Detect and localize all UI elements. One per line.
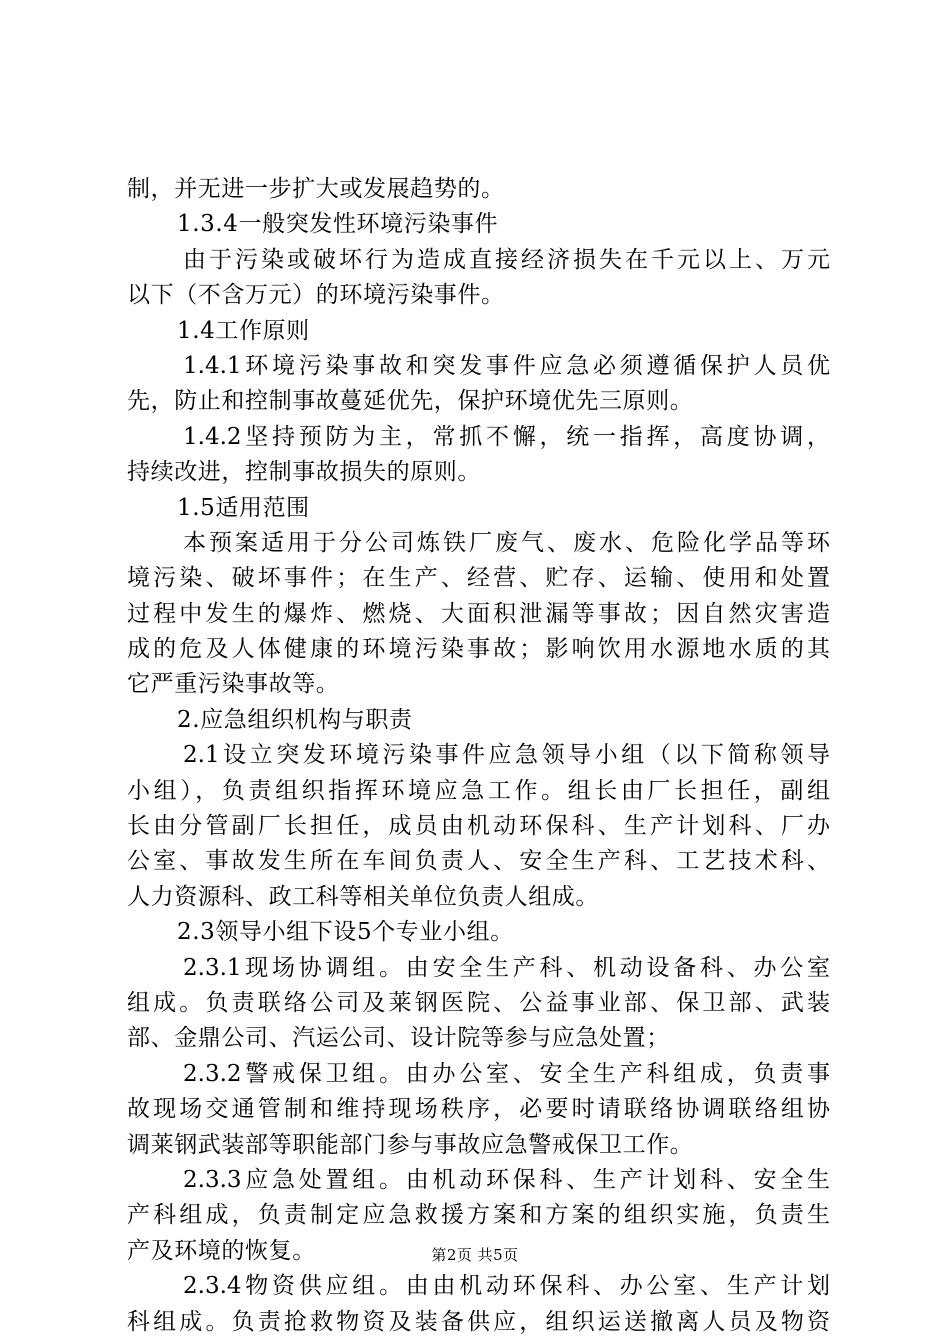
text-line: 2.3.2警戒保卫组。由办公室、安全生产科组成，负责事 <box>183 1060 830 1087</box>
text-line: 科组成。负责抢救物资及装备供应，组织运送撤离人员及物资 <box>127 1308 830 1335</box>
text-line: 持续改进，控制事故损失的原则。 <box>127 459 481 486</box>
section-heading: 1.4工作原则 <box>177 317 310 344</box>
text-line: 成的危及人体健康的环境污染事故；影响饮用水源地水质的其 <box>127 636 830 663</box>
text-line: 2.1设立突发环境污染事件应急领导小组（以下简称领导 <box>183 742 830 769</box>
text-line: 小组），负责组织指挥环境应急工作。组长由厂长担任，副组 <box>127 777 830 804</box>
text-line: 先，防止和控制事故蔓延优先，保护环境优先三原则。 <box>127 388 694 415</box>
text-line: 2.3.4物资供应组。由由机动环保科、办公室、生产计划 <box>183 1273 830 1300</box>
text-line: 2.3.1现场协调组。由安全生产科、机动设备科、办公室 <box>183 954 830 981</box>
text-line: 部、金鼎公司、汽运公司、设计院等参与应急处置； <box>127 1025 670 1052</box>
text-line: 1.4.1环境污染事故和突发事件应急必须遵循保护人员优 <box>183 352 830 379</box>
text-line: 2.3.3应急处置组。由机动环保科、生产计划科、安全生 <box>183 1166 830 1193</box>
section-heading: 2.3领导小组下设5个专业小组。 <box>177 919 514 946</box>
text-line: 制，并无进一步扩大或发展趋势的。 <box>127 176 505 202</box>
text-line: 长由分管副厂长担任，成员由机动环保科、生产计划科、厂办 <box>127 813 830 840</box>
text-line: 产及环境的恢复。 <box>127 1237 316 1264</box>
text-line: 人力资源科、政工科等相关单位负责人组成。 <box>127 883 599 910</box>
text-line: 1.4.2坚持预防为主，常抓不懈，统一指挥，高度协调， <box>183 423 830 450</box>
document-body <box>127 172 830 1340</box>
text-line: 组成。负责联络公司及莱钢医院、公益事业部、保卫部、武装 <box>127 989 830 1016</box>
text-line: 故现场交通管制和维持现场秩序，必要时请联络协调联络组协 <box>127 1096 830 1123</box>
text-line: 过程中发生的爆炸、燃烧、大面积泄漏等事故；因自然灾害造 <box>127 600 830 627</box>
text-line: 境污染、破坏事件；在生产、经营、贮存、运输、使用和处置 <box>127 565 830 592</box>
text-line: 公室、事故发生所在车间负责人、安全生产科、工艺技术科、 <box>127 848 830 875</box>
section-heading: 1.3.4一般突发性环境污染事件 <box>177 211 499 238</box>
text-line: 产科组成，负责制定应急救援方案和方案的组织实施，负责生 <box>127 1202 830 1229</box>
text-line: 由于污染或破坏行为造成直接经济损失在千元以上、万元 <box>183 246 830 273</box>
text-line: 它严重污染事故等。 <box>127 671 340 698</box>
text-line: 本预案适用于分公司炼铁厂废气、废水、危险化学品等环 <box>183 529 830 556</box>
text-line: 以下（不含万元）的环境污染事件。 <box>127 282 505 309</box>
page-footer: 第2页 共5页 <box>431 1246 519 1264</box>
text-line: 调莱钢武装部等职能部门参与事故应急警戒保卫工作。 <box>127 1131 694 1158</box>
section-heading: 1.5适用范围 <box>177 494 310 521</box>
section-heading: 2.应急组织机构与职责 <box>177 706 413 733</box>
